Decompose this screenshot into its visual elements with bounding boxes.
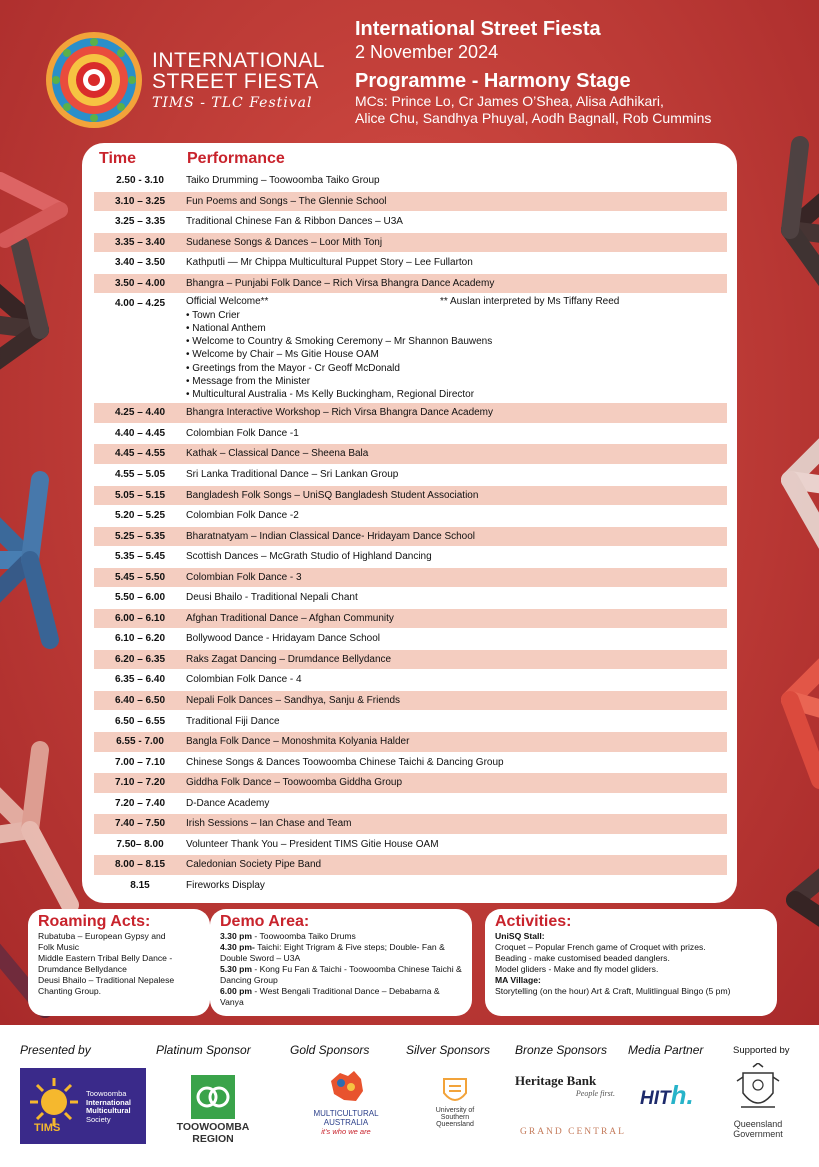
presented-by-caption: Presented by	[20, 1043, 91, 1057]
row-performance: Sri Lanka Traditional Dance – Sri Lankan Group	[186, 468, 399, 480]
row-performance: Fireworks Display	[186, 879, 265, 891]
row-time: 8.00 – 8.15	[114, 859, 166, 871]
schedule-row	[94, 712, 727, 732]
tims-line: Multicultural	[86, 1106, 131, 1115]
welcome-item: • Greetings from the Mayor - Cr Geoff McDonald	[186, 362, 400, 374]
schedule-row	[94, 274, 727, 294]
schedule-row	[94, 588, 727, 608]
demo-item	[220, 931, 462, 942]
schedule-row	[94, 192, 727, 212]
row-performance: Colombian Folk Dance - 3	[186, 571, 302, 583]
row-time: 6.55 - 7.00	[116, 736, 164, 748]
mandala-icon	[44, 30, 144, 130]
australia-map-icon	[326, 1067, 366, 1107]
row-time: 5.45 – 5.50	[114, 571, 166, 583]
schedule-row	[94, 732, 727, 752]
schedule-row	[94, 650, 727, 670]
row-time: 6.20 – 6.35	[114, 653, 166, 665]
roaming-line: Deusi Bhailo – Traditional Nepalese	[38, 975, 175, 985]
hit-text: HIT	[640, 1088, 671, 1109]
activity-line: Beading - make customised beaded danglers.	[495, 953, 670, 963]
row-time: 3.40 – 3.50	[114, 257, 166, 269]
welcome-item: • Welcome by Chair – Ms Gitie House OAM	[186, 349, 379, 361]
ma-tagline: it’s who we are	[321, 1127, 371, 1136]
welcome-item: • Town Crier	[186, 309, 240, 321]
heritage-bank-logo	[515, 1073, 615, 1098]
schedule-row	[94, 629, 727, 649]
row-time: 3.10 – 3.25	[114, 195, 166, 207]
schedule-row	[94, 403, 727, 423]
row-time: 5.05 – 5.15	[114, 489, 166, 501]
usq-line: Southern	[440, 1114, 470, 1121]
row-performance: Sudanese Songs & Dances – Loor Mith Tonj	[186, 236, 383, 248]
welcome-title: Official Welcome**	[186, 296, 269, 308]
row-time: 3.25 – 3.35	[114, 216, 166, 228]
row-time: 7.40 – 7.50	[114, 818, 166, 830]
schedule-row	[94, 814, 727, 834]
row-time: 6.35 – 6.40	[114, 674, 166, 686]
row-performance: Afghan Traditional Dance – Afghan Community	[186, 612, 394, 624]
fiesta-wordmark	[152, 50, 325, 111]
heritage-name: Heritage Bank	[515, 1073, 597, 1088]
schedule-row	[94, 233, 727, 253]
schedule-row	[94, 753, 727, 773]
bronze-caption: Bronze Sponsors	[515, 1043, 608, 1057]
silver-caption: Silver Sponsors	[406, 1043, 491, 1057]
welcome-item: • Multicultural Australia - Ms Kelly Buckingham, Regional Director	[186, 389, 475, 401]
activity-line: Model gliders - Make and fly model gliders.	[495, 964, 659, 974]
row-time: 5.35 – 5.45	[114, 551, 166, 563]
tims-logo	[20, 1068, 146, 1144]
schedule-row	[94, 506, 727, 526]
row-performance: Kathputli — Mr Chippa Multicultural Puppet Story – Lee Fullarton	[186, 257, 473, 269]
ma-line: AUSTRALIA	[323, 1118, 369, 1127]
time-column-header: Time	[99, 150, 137, 167]
schedule-row	[94, 424, 727, 444]
hit-h: h.	[670, 1080, 694, 1110]
brand-line-2: STREET FIESTA	[152, 70, 319, 93]
demo-text: - West Bengali Traditional Dance – Debabarna & Vanya	[220, 986, 440, 1007]
welcome-item: • Welcome to Country & Smoking Ceremony – Mr Shannon Bauwens	[186, 336, 493, 348]
tims-abbr: TIMS	[34, 1122, 61, 1134]
demo-time: 4.30 pm-	[220, 942, 255, 952]
schedule-panel	[82, 143, 737, 903]
ma-line: MULTICULTURAL	[313, 1109, 379, 1118]
region-line: TOOWOOMBA	[176, 1121, 250, 1133]
demo-title: Demo Area:	[220, 913, 310, 930]
row-time: 6.10 – 6.20	[114, 633, 166, 645]
brand-line-1: INTERNATIONAL	[152, 49, 325, 72]
row-time: 5.25 – 5.35	[114, 530, 166, 542]
row-performance: Giddha Folk Dance – Toowoomba Giddha Group	[186, 777, 403, 789]
row-time: 3.35 – 3.40	[114, 236, 166, 248]
roaming-line: Middle Eastern Tribal Belly Dance -	[38, 953, 173, 963]
row-time: 4.25 – 4.40	[114, 407, 166, 419]
supported-caption: Supported by	[733, 1045, 790, 1056]
gold-caption: Gold Sponsors	[290, 1043, 370, 1057]
row-performance: Fun Poems and Songs – The Glennie School	[186, 195, 387, 207]
queensland-government-logo	[725, 1063, 791, 1139]
row-time: 4.00 – 4.25	[114, 298, 166, 310]
demo-text: - Toowoomba Taiko Drums	[252, 931, 356, 941]
event-header	[355, 17, 711, 127]
row-performance: Bhangra Interactive Workshop – Rich Virsa Bhangra Dance Academy	[186, 407, 494, 419]
row-time: 5.20 – 5.25	[114, 510, 166, 522]
schedule-table	[94, 171, 727, 896]
welcome-item: • Message from the Minister	[186, 376, 311, 388]
qld-line: Queensland	[733, 1119, 783, 1129]
media-caption: Media Partner	[628, 1043, 704, 1057]
row-performance: Volunteer Thank You – President TIMS Gitie House OAM	[186, 838, 439, 850]
row-time: 6.50 – 6.55	[114, 715, 166, 727]
auslan-note: ** Auslan interpreted by Ms Tiffany Reed	[440, 296, 620, 308]
schedule-row	[94, 609, 727, 629]
demo-text: - Kong Fu Fan & Taichi - Toowoomba Chinese Taichi & Dancing Group	[220, 964, 462, 985]
roaming-title: Roaming Acts:	[38, 913, 151, 930]
tims-line: International	[86, 1097, 132, 1107]
row-performance: Colombian Folk Dance -1	[186, 427, 299, 439]
unisq-stall-label: UniSQ Stall:	[495, 931, 545, 941]
row-performance: Raks Zagat Dancing – Drumdance Bellydance	[186, 653, 392, 665]
schedule-row	[94, 835, 727, 855]
row-performance: Nepali Folk Dances – Sandhya, Sanju & Friends	[186, 694, 401, 706]
welcome-item: • National Anthem	[186, 322, 266, 334]
schedule-row	[94, 691, 727, 711]
schedule-row	[94, 486, 727, 506]
demo-area-box	[210, 909, 472, 1016]
row-time: 6.40 – 6.50	[114, 694, 166, 706]
schedule-row	[94, 171, 727, 191]
performance-column-header: Performance	[187, 150, 285, 167]
activities-title: Activities:	[495, 913, 572, 930]
row-performance: Kathak – Classical Dance – Sheena Bala	[186, 448, 369, 460]
demo-time: 3.30 pm	[220, 931, 253, 941]
row-performance: Irish Sessions – Ian Chase and Team	[186, 818, 352, 830]
mcs-line-1: MCs: Prince Lo, Cr James O’Shea, Alisa Adhikari,	[355, 93, 664, 109]
ma-village-label: MA Village:	[495, 975, 541, 985]
row-time: 7.10 – 7.20	[114, 777, 166, 789]
row-time: 2.50 - 3.10	[116, 175, 164, 186]
roaming-line: Chanting Group.	[38, 986, 102, 996]
brand-line-3: TIMS - TLC Festival	[152, 95, 313, 111]
row-performance: Traditional Fiji Dance	[186, 715, 280, 727]
schedule-row	[94, 568, 727, 588]
region-mark-icon	[191, 1075, 235, 1119]
row-time: 4.40 – 4.45	[114, 427, 166, 439]
schedule-row	[94, 670, 727, 690]
qld-crest-icon	[733, 1063, 783, 1119]
roaming-line: Folk Music	[38, 942, 80, 952]
unisq-crest-icon	[442, 1077, 468, 1107]
event-title: International Street Fiesta	[355, 18, 601, 40]
toowoomba-region-logo	[168, 1075, 258, 1150]
roaming-line: Drumdance Bellydance	[38, 964, 127, 974]
heritage-tagline: People first.	[575, 1089, 615, 1098]
sponsors-footer	[0, 1025, 819, 1167]
row-time: 4.55 – 5.05	[114, 468, 166, 480]
welcome-row	[94, 294, 727, 402]
row-time: 7.20 – 7.40	[114, 797, 166, 809]
row-performance: Bollywood Dance - Hridayam Dance School	[186, 633, 380, 645]
row-performance: Colombian Folk Dance -2	[186, 510, 299, 522]
demo-text: Taichi: Eight Trigram & Five steps; Double- Fan & Double Sword – U3A	[220, 942, 445, 963]
region-line: REGION	[192, 1133, 234, 1145]
row-time: 3.50 – 4.00	[114, 277, 166, 289]
row-performance: Bangla Folk Dance – Monoshmita Kolyania Halder	[186, 736, 410, 748]
event-date: 2 November 2024	[355, 42, 499, 62]
usq-line: University of	[435, 1107, 475, 1114]
row-time: 7.00 – 7.10	[114, 756, 166, 768]
multicultural-australia-logo	[300, 1067, 392, 1147]
activity-line: Croquet – Popular French game of Croquet with prizes.	[495, 942, 706, 952]
tims-line: Society	[86, 1114, 111, 1124]
platinum-caption: Platinum Sponsor	[156, 1043, 251, 1057]
demo-item	[220, 964, 462, 986]
schedule-row	[94, 212, 727, 232]
row-performance: Taiko Drumming – Toowoomba Taiko Group	[186, 175, 380, 186]
row-performance: Caledonian Society Pipe Band	[186, 859, 322, 871]
programme-title: Programme - Harmony Stage	[355, 70, 631, 92]
hit-logo	[640, 1080, 694, 1111]
row-performance: Deusi Bhailo - Traditional Nepali Chant	[186, 592, 358, 604]
grand-central-logo: GRAND CENTRAL	[520, 1127, 626, 1137]
demo-time: 6.00 pm	[220, 986, 253, 996]
schedule-row	[94, 794, 727, 814]
qld-line: Government	[733, 1129, 783, 1139]
schedule-row	[94, 773, 727, 793]
row-time: 4.45 – 4.55	[114, 448, 166, 460]
fiesta-logo	[44, 30, 144, 130]
row-time: 7.50– 8.00	[116, 838, 164, 850]
row-performance: Bangladesh Folk Songs – UniSQ Bangladesh Student Association	[186, 489, 479, 501]
unisq-logo	[420, 1077, 490, 1147]
row-time: 8.15	[130, 879, 150, 891]
row-time: 6.00 – 6.10	[114, 612, 166, 624]
schedule-row	[94, 465, 727, 485]
schedule-row	[94, 444, 727, 464]
demo-item	[220, 986, 462, 1008]
demo-item	[220, 942, 462, 964]
tims-name	[86, 1090, 131, 1124]
row-performance: Chinese Songs & Dances Toowoomba Chinese Taichi & Dancing Group	[186, 756, 504, 768]
mcs-line-2: Alice Chu, Sandhya Phuyal, Aodh Bagnall, Rob Cummins	[355, 110, 712, 126]
activities-box	[485, 909, 777, 1016]
row-time: 5.50 – 6.00	[114, 592, 166, 604]
schedule-row	[94, 527, 727, 547]
row-performance: Bhangra – Punjabi Folk Dance – Rich Virsa Bhangra Dance Academy	[186, 277, 495, 289]
welcome-details	[186, 294, 727, 402]
schedule-row	[94, 547, 727, 567]
usq-line: Queensland	[436, 1121, 474, 1128]
row-performance: Bharatnatyam – Indian Classical Dance- Hridayam Dance School	[186, 530, 476, 542]
row-performance: Colombian Folk Dance - 4	[186, 674, 302, 686]
schedule-row	[94, 876, 727, 896]
row-performance: Traditional Chinese Fan & Ribbon Dances – U3A	[186, 216, 403, 228]
row-performance: D-Dance Academy	[186, 797, 270, 809]
tims-line: Toowoomba	[86, 1089, 127, 1098]
schedule-row	[94, 253, 727, 273]
roaming-line: Rubatuba – European Gypsy and	[38, 931, 166, 941]
activity-line: Storytelling (on the hour) Art & Craft, Mulitlingual Bingo (5 pm)	[495, 986, 731, 996]
roaming-acts-box	[28, 909, 210, 1016]
schedule-row	[94, 855, 727, 875]
row-performance: Scottish Dances – McGrath Studio of Highland Dancing	[186, 551, 432, 563]
demo-time: 5.30 pm	[220, 964, 253, 974]
